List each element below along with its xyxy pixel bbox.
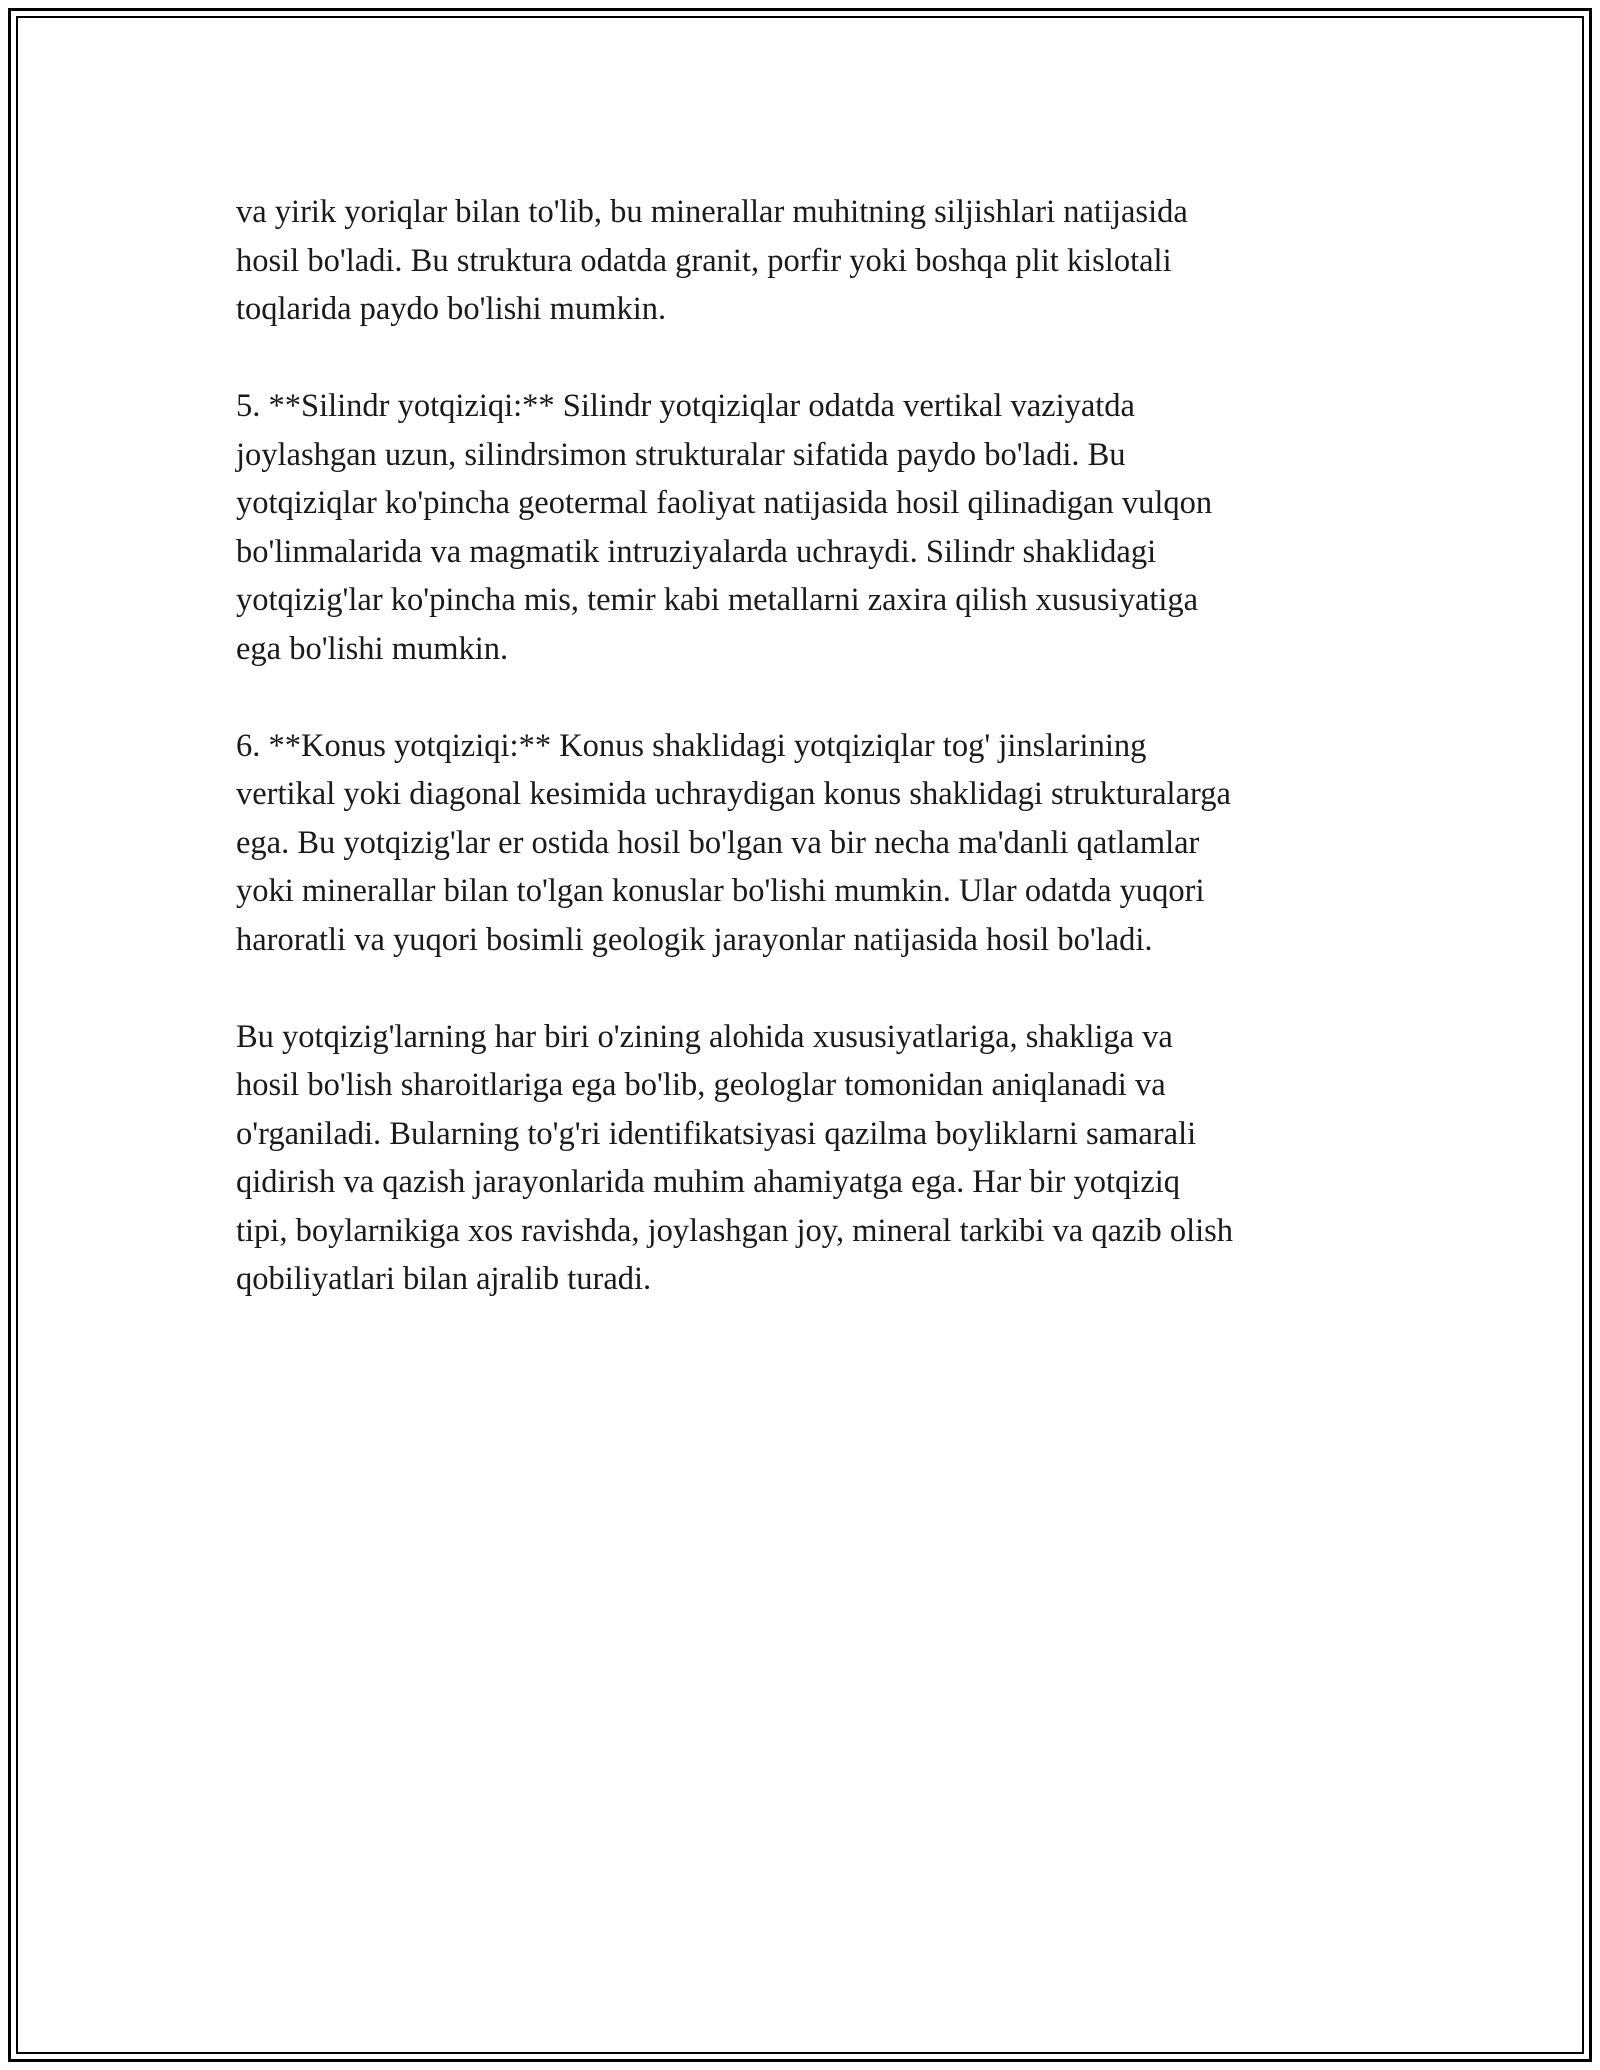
- paragraph-continuation: va yirik yoriqlar bilan to'lib, bu minerallar muhitning siljishlari natijasida hosil bo'ladi. Bu struktura odatda granit, porfir yoki boshqa plit kislotali toqlarida paydo bo'lishi mumkin.: [236, 194, 1188, 327]
- paragraph-silindr-yotqiziqi: 5. **Silindr yotqiziqi:** Silindr yotqiziqlar odatda vertikal vaziyatda joylashgan uzun, silindrsimon strukturalar sifatida paydo bo'ladi. Bu yotqiziqlar ko'pincha geotermal faoliyat natijasida hosil qilinadigan vulqon bo'linmalarida va magmatik intruziyalarda uchraydi. Silindr shaklidagi yotqizig'lar ko'pincha mis, temir kabi metallarni zaxira qilish xususiyatiga ega bo'lishi mumkin.: [236, 388, 1213, 667]
- paragraph-conclusion: Bu yotqizig'larning har biri o'zining alohida xususiyatlariga, shakliga va hosil bo'lish sharoitlariga ega bo'lib, geologlar tomonidan aniqlanadi va o'rganiladi. Bularning to'g'ri identifikatsiyasi qazilma boyliklarni samarali qidirish va qazish jarayonlarida muhim ahamiyatga ega. Har bir yotqiziq tipi, boylarnikiga xos ravishda, joylashgan joy, mineral tarkibi va qazib olish qobiliyatlari bilan ajralib turadi.: [236, 1018, 1234, 1297]
- paragraph-konus-yotqiziqi: 6. **Konus yotqiziqi:** Konus shaklidagi yotqiziqlar tog' jinslarining vertikal yoki diagonal kesimida uchraydigan konus shaklidagi strukturalarga ega. Bu yotqizig'lar er ostida hosil bo'lgan va bir necha ma'danli qatlamlar yoki minerallar bilan to'lgan konuslar bo'lishi mumkin. Ular odatda yuqori haroratli va yuqori bosimli geologik jarayonlar natijasida hosil bo'ladi.: [236, 727, 1231, 958]
- document-body: [236, 188, 1386, 1352]
